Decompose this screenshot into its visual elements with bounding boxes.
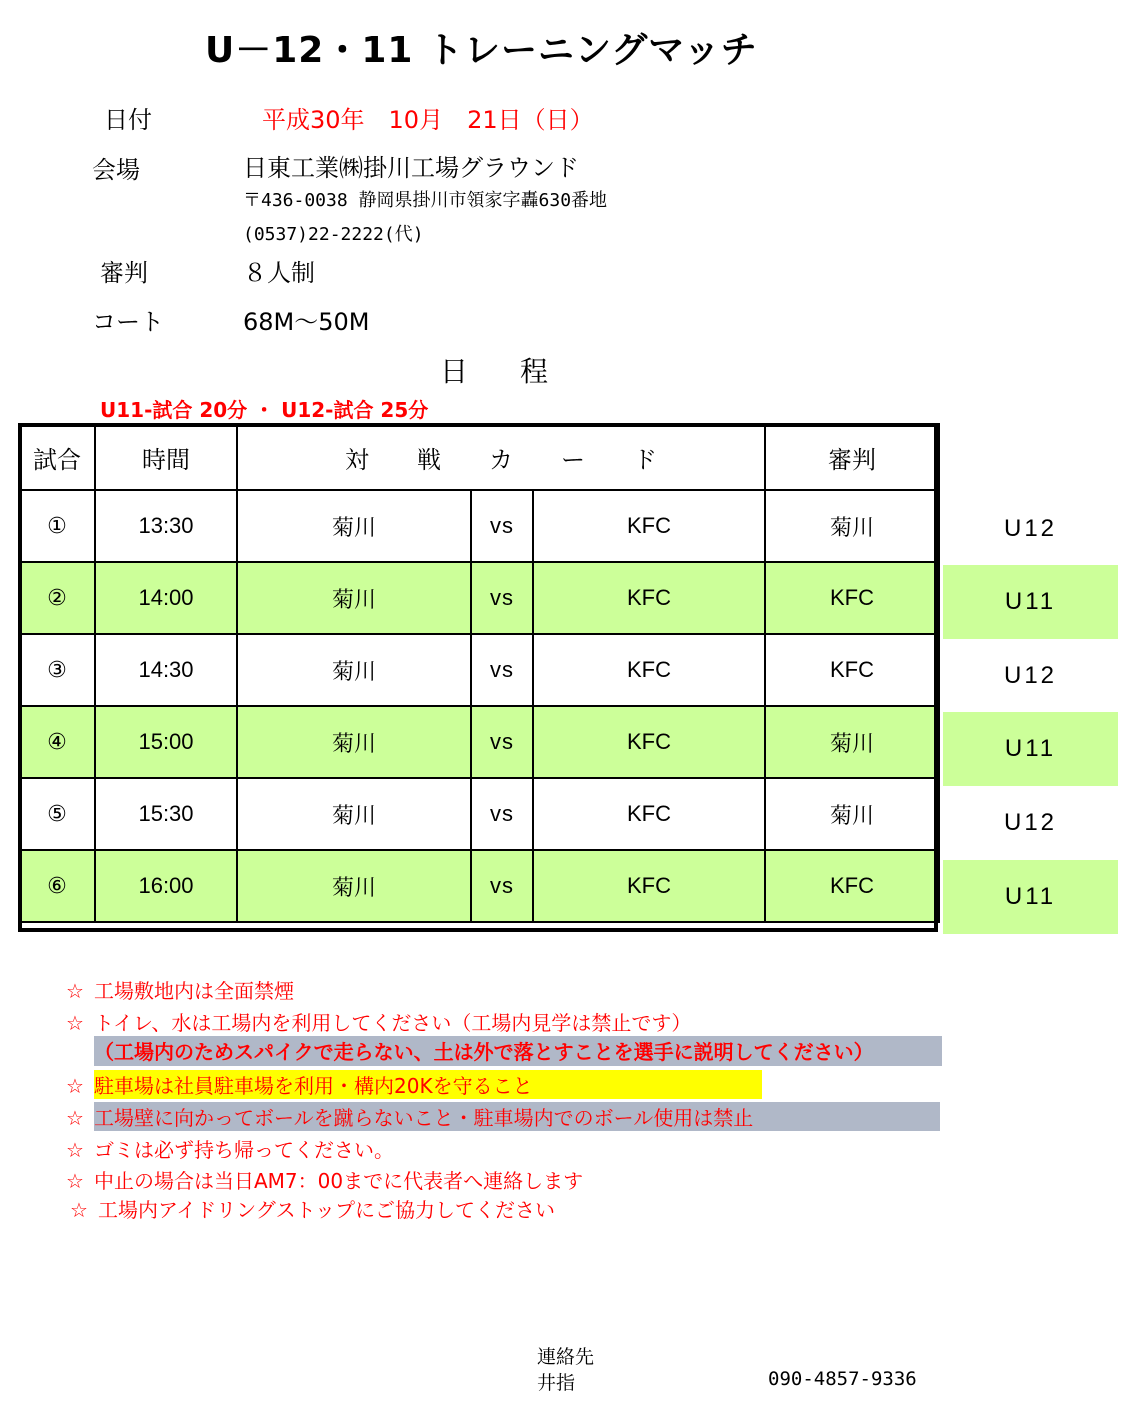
match-number: ④ — [19, 706, 95, 778]
match-referee: KFC — [765, 562, 939, 634]
age-category: U11 — [943, 565, 1118, 639]
match-time: 14:30 — [95, 634, 237, 706]
referee-value: ８人制 — [243, 259, 315, 287]
match-referee: 菊川 — [765, 778, 939, 850]
court-value: 68M～50M — [243, 308, 370, 336]
note-text: 駐車場は社員駐車場を利用・構内20Kを守ること — [94, 1070, 762, 1099]
note-item — [66, 975, 294, 1004]
referee-label: 審判 — [100, 259, 148, 287]
note-text: （工場内のためスパイクで走らない、土は外で落とすことを選手に説明してください） — [94, 1040, 874, 1064]
venue-label: 会場 — [92, 156, 140, 184]
star-icon: ☆ — [66, 1169, 84, 1193]
venue-value: 日東工業㈱掛川工場グラウンド — [243, 154, 579, 182]
table-row — [19, 490, 939, 562]
age-category: U11 — [943, 860, 1118, 934]
match-referee: KFC — [765, 850, 939, 922]
star-icon: ☆ — [70, 1198, 88, 1222]
match-referee: KFC — [765, 634, 939, 706]
home-team: 菊川 — [237, 706, 471, 778]
match-time: 13:30 — [95, 490, 237, 562]
vs-label: vs — [471, 850, 533, 922]
table-row — [19, 634, 939, 706]
away-team: KFC — [533, 490, 765, 562]
vs-label: vs — [471, 490, 533, 562]
note-item — [66, 1070, 762, 1099]
header-card: 対 戦 カ ー ド — [237, 424, 765, 490]
match-number: ② — [19, 562, 95, 634]
match-number: ③ — [19, 634, 95, 706]
match-number: ⑤ — [19, 778, 95, 850]
away-team: KFC — [533, 778, 765, 850]
contact-label: 連絡先 — [537, 1346, 595, 1368]
header-time: 時間 — [95, 424, 237, 490]
vs-label: vs — [471, 634, 533, 706]
away-team: KFC — [533, 706, 765, 778]
age-category: U12 — [1003, 809, 1058, 836]
table-row — [19, 706, 939, 778]
table-header-row — [19, 424, 939, 490]
note-text: ゴミは必ず持ち帰ってください。 — [94, 1138, 394, 1162]
away-team: KFC — [533, 562, 765, 634]
table-row — [19, 850, 939, 922]
table-row — [19, 778, 939, 850]
note-text: 中止の場合は当日AM7：00までに代表者へ連絡します — [94, 1169, 584, 1193]
contact-name: 井指 — [537, 1372, 576, 1394]
header-match: 試合 — [19, 424, 95, 490]
match-referee: 菊川 — [765, 706, 939, 778]
match-number: ① — [19, 490, 95, 562]
header-referee: 審判 — [765, 424, 939, 490]
note-text: 工場敷地内は全面禁煙 — [94, 979, 294, 1003]
match-referee: 菊川 — [765, 490, 939, 562]
match-number: ⑥ — [19, 850, 95, 922]
away-team: KFC — [533, 634, 765, 706]
away-team: KFC — [533, 850, 765, 922]
court-label: コート — [92, 308, 164, 336]
note-item — [70, 1194, 555, 1223]
vs-label: vs — [471, 778, 533, 850]
schedule-subtitle: U11-試合 20分 ・ U12-試合 25分 — [100, 398, 429, 422]
note-item — [66, 1007, 691, 1036]
date-label: 日付 — [104, 106, 152, 134]
note-item — [66, 1134, 394, 1163]
star-icon: ☆ — [66, 1138, 84, 1162]
match-time: 16:00 — [95, 850, 237, 922]
home-team: 菊川 — [237, 634, 471, 706]
star-icon: ☆ — [66, 1011, 84, 1035]
note-text: トイレ、水は工場内を利用してください（工場内見学は禁止です） — [94, 1011, 692, 1035]
home-team: 菊川 — [237, 562, 471, 634]
home-team: 菊川 — [237, 850, 471, 922]
note-subitem — [94, 1036, 942, 1066]
home-team: 菊川 — [237, 778, 471, 850]
note-item — [66, 1102, 940, 1131]
vs-label: vs — [471, 562, 533, 634]
match-time: 14:00 — [95, 562, 237, 634]
home-team: 菊川 — [237, 490, 471, 562]
star-icon: ☆ — [66, 1106, 84, 1130]
schedule-title: 日 程 — [440, 355, 561, 388]
star-icon: ☆ — [66, 1074, 84, 1098]
vs-label: vs — [471, 706, 533, 778]
contact-phone: 090-4857-9336 — [768, 1368, 917, 1390]
page-title: U－12・11 トレーニングマッチ — [205, 30, 758, 71]
match-time: 15:30 — [95, 778, 237, 850]
age-category: U11 — [943, 712, 1118, 786]
note-text: 工場壁に向かってボールを蹴らないこと・駐車場内でのボール使用は禁止 — [94, 1102, 940, 1131]
age-category: U12 — [1003, 515, 1058, 542]
table-row — [19, 562, 939, 634]
note-text: 工場内アイドリングストップにご協力してください — [98, 1198, 555, 1222]
note-item — [66, 1165, 583, 1194]
date-value: 平成30年 10月 21日（日） — [262, 106, 594, 134]
venue-address: 〒436-0038 静岡県掛川市領家字轟630番地 — [243, 190, 608, 211]
match-time: 15:00 — [95, 706, 237, 778]
star-icon: ☆ — [66, 979, 84, 1003]
schedule-table — [18, 423, 940, 923]
venue-phone: (0537)22-2222(代) — [243, 224, 424, 245]
age-category: U12 — [1003, 662, 1058, 689]
